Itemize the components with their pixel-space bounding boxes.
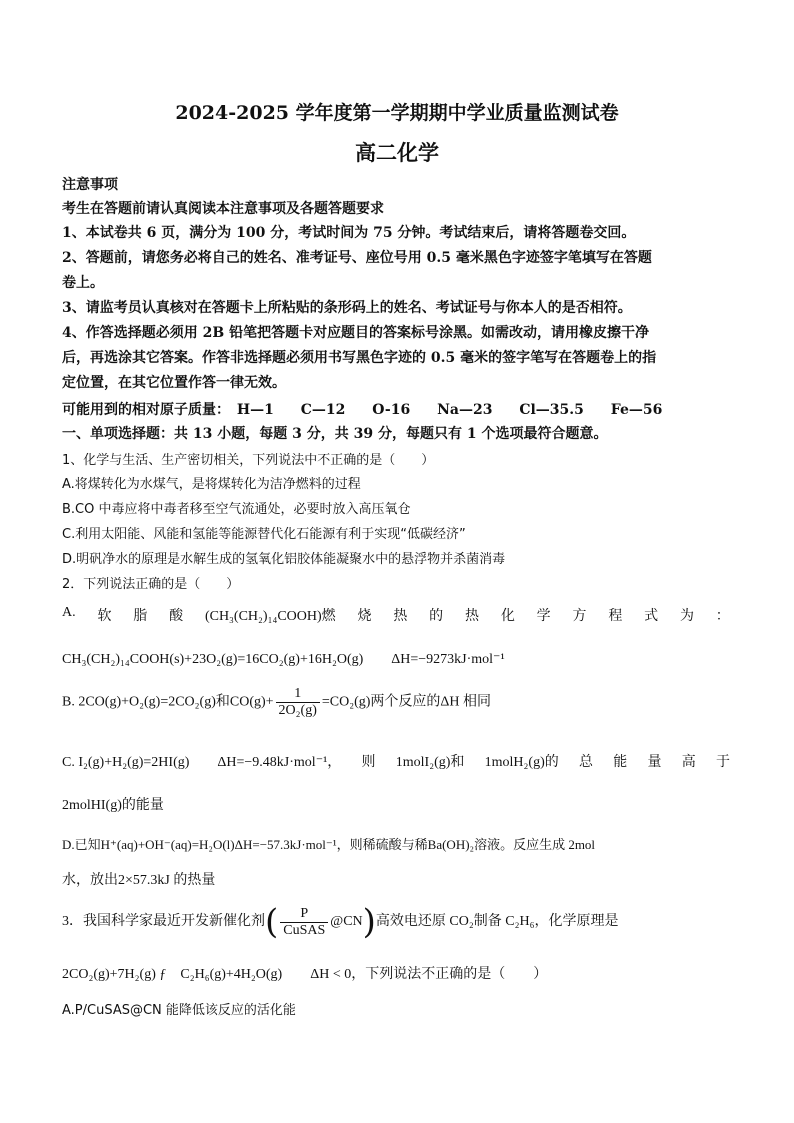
q2a-token: A.	[62, 605, 76, 620]
q2c-token: 于	[715, 755, 730, 770]
q2a-token: 热	[465, 609, 479, 624]
q2a-token: 学	[536, 609, 551, 624]
notice-item: 3、请监考员认真核对在答题卡上所粘贴的条形码上的姓名、考试证号与你本人的是否相符。	[62, 300, 632, 316]
question-2-option-d-line1: D.已知H⁺(aq)+OH⁻(aq)=H₂O(l)ΔH=−57.3kJ·mol⁻¹，则稀硫酸与稀Ba(OH)₂溶液。反应生成 2mol	[62, 837, 596, 852]
q2a-token: 热	[393, 609, 408, 624]
question-3-equation: 2CO₂(g)+7H₂(g) ƒ C₂H₆(g)+4H₂O(g) ΔH < 0，下列说法不正确的是（ ）	[62, 967, 548, 982]
question-1-option-d: D.明矾净水的原理是水解生成的氢氧化铝胶体能凝聚水中的悬浮物并杀菌消毒	[62, 552, 506, 567]
question-2-stem: 2．下列说法正确的是（ ）	[62, 577, 240, 592]
q3-catalyst-right-paren: )	[362, 902, 376, 942]
question-3-option-a: A.P/CuSAS@CN 能降低该反应的活化能	[62, 1003, 296, 1018]
atomic-masses	[62, 399, 662, 419]
atomic-mass: C—12	[300, 402, 346, 418]
q3-catalyst-suffix: @CN	[330, 914, 363, 930]
q2c-token: 总	[579, 755, 593, 770]
q2c-token: C. I₂(g)+H₂(g)=2HI(g) ΔH=−9.48kJ·mol⁻¹，	[62, 755, 342, 770]
q2c-token: 则	[361, 755, 376, 770]
question-1-stem: 1、化学与生活、生产密切相关，下列说法中不正确的是（ ）	[62, 453, 435, 468]
q2b-fraction-num: 1	[276, 686, 320, 703]
q2b-fraction-den: 2O₂(g)	[278, 703, 317, 718]
q2a-token: 为	[679, 609, 694, 624]
q2a-token: 程	[608, 609, 623, 624]
q2a-token: ：	[715, 609, 730, 624]
notice-item: 后，再选涂其它答案。作答非选择题必须用书写黑色字迹的 0.5 毫米的签字笔写在答题卷上的指	[62, 350, 657, 366]
notice-heading: 注意事项	[62, 177, 118, 193]
q2a-token: 烧	[357, 609, 372, 624]
q3-catalyst-left-paren: (	[265, 902, 279, 942]
q2a-token: 酸	[169, 609, 184, 624]
q2a-token: 化	[500, 609, 515, 624]
question-3-stem	[62, 902, 618, 942]
notice-item: 卷上。	[62, 275, 104, 291]
question-2-option-c-line1	[62, 751, 730, 771]
atomic-mass: Na—23	[437, 402, 493, 418]
notice-item: 4、作答选择题必须用 2B 铅笔把答题卡对应题目的答案标号涂黑。如需改动，请用橡皮擦干净	[62, 325, 650, 341]
q2a-formula: (CH₃(CH₂)₁₄COOH)燃	[204, 609, 336, 624]
q2c-token: 能	[613, 755, 628, 770]
q3-catalyst-den: CuSAS	[283, 922, 326, 938]
question-1-option-b: B.CO 中毒应将中毒者移至空气流通处，必要时放入高压氧仓	[62, 502, 411, 517]
question-1-option-c: C.利用太阳能、风能和氢能等能源替代化石能源有利于实现“低碳经济”	[62, 527, 466, 542]
exam-title: 2024-2025 学年度第一学期期中学业质量监测试卷	[175, 102, 619, 124]
question-2-option-d-line2: 水，放出2×57.3kJ 的热量	[62, 873, 216, 888]
notice-item: 1、本试卷共 6 页，满分为 100 分，考试时间为 75 分钟。考试结束后，请将答题卷交回。	[62, 225, 636, 241]
question-2-option-c-line2: 2molHI(g)的能量	[62, 798, 164, 813]
q2c-token: 高	[681, 755, 696, 770]
q2a-token: 式	[644, 609, 659, 624]
q2c-token: 1molI₂(g)和	[395, 755, 465, 770]
q2b-post: =CO₂(g)两个反应的ΔH 相同	[321, 694, 492, 710]
atomic-mass: Cl—35.5	[519, 402, 584, 418]
q2b-pre: B. 2CO(g)+O₂(g)=2CO₂(g)和CO(g)+	[62, 694, 274, 710]
notice-intro: 考生在答题前请认真阅读本注意事项及各题答题要求	[62, 201, 384, 217]
q2a-token: 脂	[133, 609, 148, 624]
q2b-fraction	[276, 686, 320, 719]
question-2-option-a-equation: CH₃(CH₂)₁₄COOH(s)+23O₂(g)=16CO₂(g)+16H₂O(g) ΔH=−9273kJ·mol⁻¹	[62, 652, 505, 667]
q3-stem-pre: 3．我国科学家最近开发新催化剂	[62, 914, 265, 930]
atomic-mass: Fe—56	[610, 402, 663, 418]
q2a-token: 方	[572, 609, 587, 624]
atomic-mass: O-16	[372, 402, 411, 418]
section-heading: 一、单项选择题：共 13 小题，每题 3 分，共 39 分，每题只有 1 个选项最符合题意。	[62, 426, 608, 442]
notice-item: 2、答题前，请您务必将自己的姓名、准考证号、座位号用 0.5 毫米黑色字迹签字笔填写在答题	[62, 250, 652, 266]
question-2-option-b	[62, 686, 491, 719]
notice-item: 定位置，在其它位置作答一律无效。	[62, 375, 286, 391]
q2c-token: 量	[647, 755, 662, 770]
atomic-mass: H—1	[236, 402, 274, 418]
question-2-option-a-line1	[62, 605, 730, 625]
exam-subject: 高二化学	[355, 140, 439, 165]
q2c-token: 1molH₂(g)的	[484, 755, 559, 770]
q3-catalyst-fraction	[280, 906, 328, 939]
q3-stem-post: 高效电还原 CO₂制备 C₂H₆，化学原理是	[375, 914, 619, 930]
question-1-option-a: A.将煤转化为水煤气，是将煤转化为洁净燃料的过程	[62, 477, 361, 492]
q2a-token: 的	[429, 609, 444, 624]
atomic-masses-label: 可能用到的相对原子质量：	[62, 402, 230, 418]
q2a-token: 软	[97, 609, 112, 624]
q3-catalyst-num: P	[280, 906, 328, 923]
